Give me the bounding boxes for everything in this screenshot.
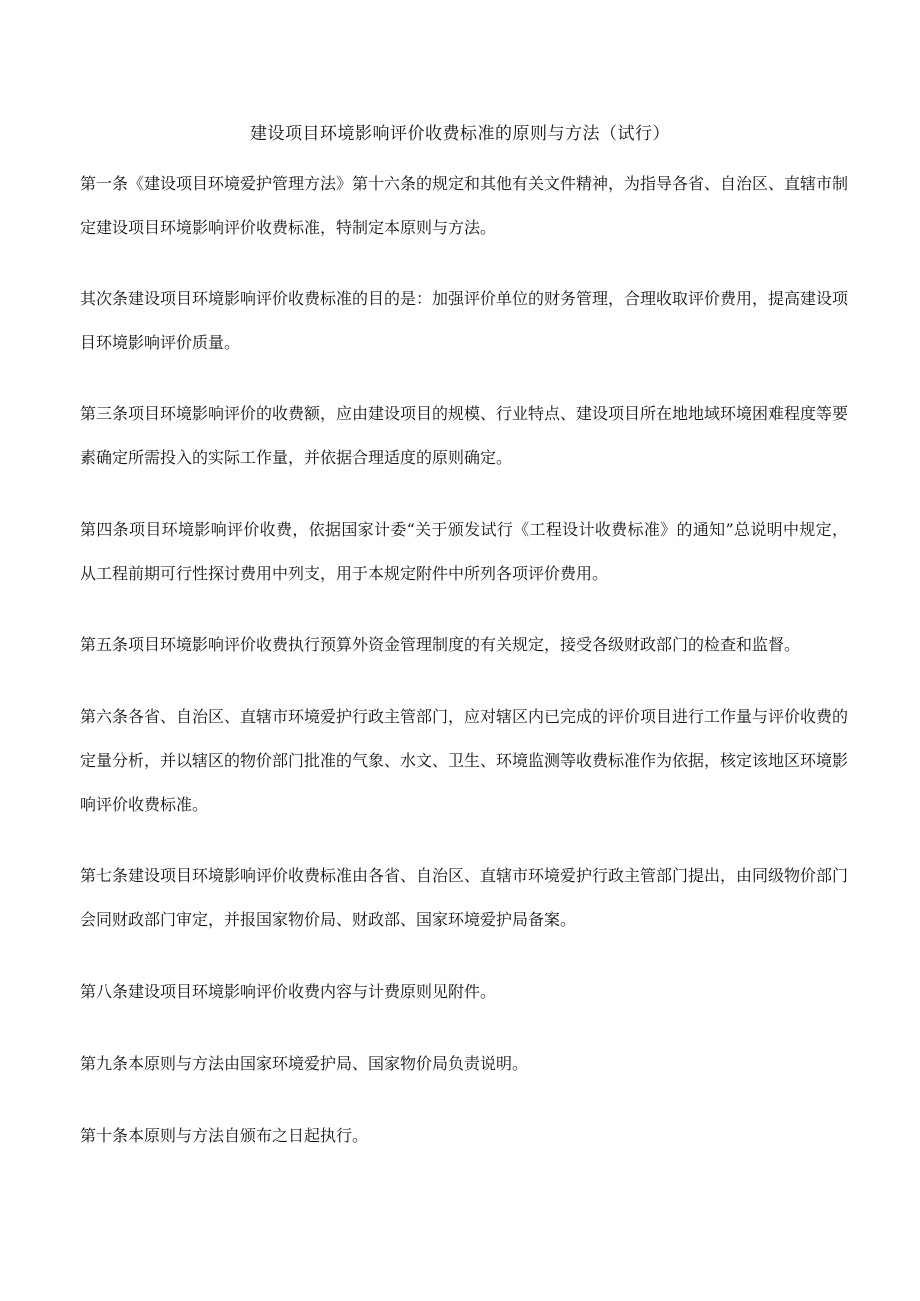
article-6: 第六条各省、自治区、直辖市环境爱护行政主管部门，应对辖区内已完成的评价项目进行工作量与评价收费的定量分析，并以辖区的物价部门批准的气象、水文、卫生、环境监测等收费标准作为依据，核定该地区环境影响评价收费标准。: [80, 707, 849, 814]
article-4: 第四条项目环境影响评价收费，依据国家计委“关于颁发试行《工程设计收费标准》的通知”总说明中规定，从工程前期可行性探讨费用中列支，用于本规定附件中所列各项评价费用。: [80, 520, 848, 583]
article-8: 第八条建设项目环境影响评价收费内容与计费原则见附件。: [80, 982, 497, 1001]
article-1: 第一条《建设项目环境爱护管理方法》第十六条的规定和其他有关文件精神，为指导各省、自治区、直辖市制定建设项目环境影响评价收费标准，特制定本原则与方法。: [80, 174, 849, 237]
article-10: 第十条本原则与方法自颁布之日起执行。: [80, 1126, 369, 1145]
article-7: 第七条建设项目环境影响评价收费标准由各省、自治区、直辖市环境爱护行政主管部门提出，由同级物价部门会同财政部门审定，并报国家物价局、财政部、国家环境爱护局备案。: [80, 866, 849, 929]
article-5: 第五条项目环境影响评价收费执行预算外资金管理制度的有关规定，接受各级财政部门的检查和监督。: [80, 635, 801, 654]
article-9: 第九条本原则与方法由国家环境爱护局、国家物价局负责说明。: [80, 1054, 529, 1073]
article-3: 第三条项目环境影响评价的收费额，应由建设项目的规模、行业特点、建设项目所在地地域环境困难程度等要素确定所需投入的实际工作量，并依据合理适度的原则确定。: [80, 404, 849, 467]
article-2: 其次条建设项目环境影响评价收费标准的目的是：加强评价单位的财务管理，合理收取评价费用，提高建设项目环境影响评价质量。: [80, 289, 849, 352]
document-title: 建设项目环境影响评价收费标准的原则与方法（试行）: [250, 124, 670, 144]
